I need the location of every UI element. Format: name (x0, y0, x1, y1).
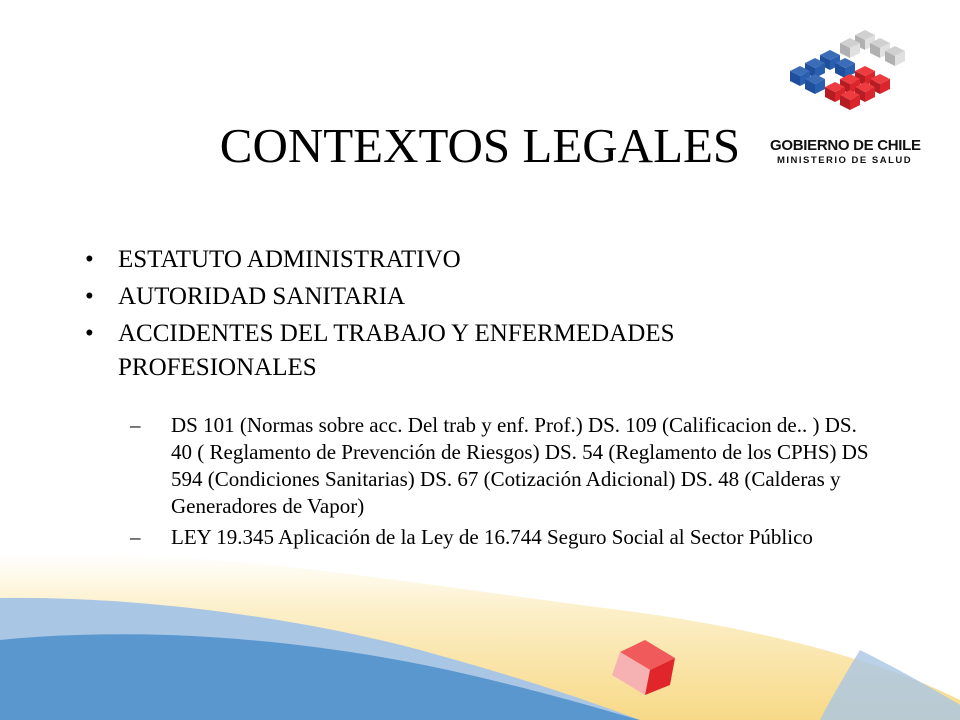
sub-bullet-text: DS 101 (Normas sobre acc. Del trab y enf. Prof.) DS. 109 (Calificacion de.. ) DS. 40 ( Reglamento de Prevención de Riesgos) DS. 54 (Reglamento de los CPHS) DS 594 (Condiciones Sanitarias) DS. 67 (Cotización Adicional) DS. 48 (Calderas y Generadores de Vapor) (171, 413, 869, 518)
sub-bullet-item (130, 412, 871, 520)
logo-line-2: MINISTERIO DE SALUD (777, 155, 913, 166)
dash-glyph: – (130, 413, 141, 437)
bullet-glyph: • (85, 320, 94, 347)
bullet-text: AUTORIDAD SANITARIA (118, 283, 406, 310)
bullet-text: ACCIDENTES DEL TRABAJO Y ENFERMEDADES PROFESIONALES (118, 320, 675, 381)
bullet-item (85, 317, 875, 385)
logo-line-1: GOBIERNO DE CHILE (770, 137, 921, 154)
red-cube-icon (600, 640, 680, 700)
sub-bullet-list (85, 412, 885, 554)
bullet-glyph: • (85, 283, 94, 310)
sub-bullet-item (130, 525, 871, 549)
bullet-text: ESTATUTO ADMINISTRATIVO (118, 246, 461, 273)
slide-title: CONTEXTOS LEGALES (219, 118, 741, 173)
bullet-item (85, 243, 875, 277)
bullet-glyph: • (85, 246, 94, 273)
sub-bullet-text: LEY 19.345 Aplicación de la Ley de 16.744 Seguro Social al Sector Público (171, 525, 813, 549)
bullet-item (85, 280, 875, 314)
bullet-list (85, 243, 875, 388)
logo-cubes-icon (780, 30, 930, 130)
dash-glyph: – (130, 525, 141, 549)
